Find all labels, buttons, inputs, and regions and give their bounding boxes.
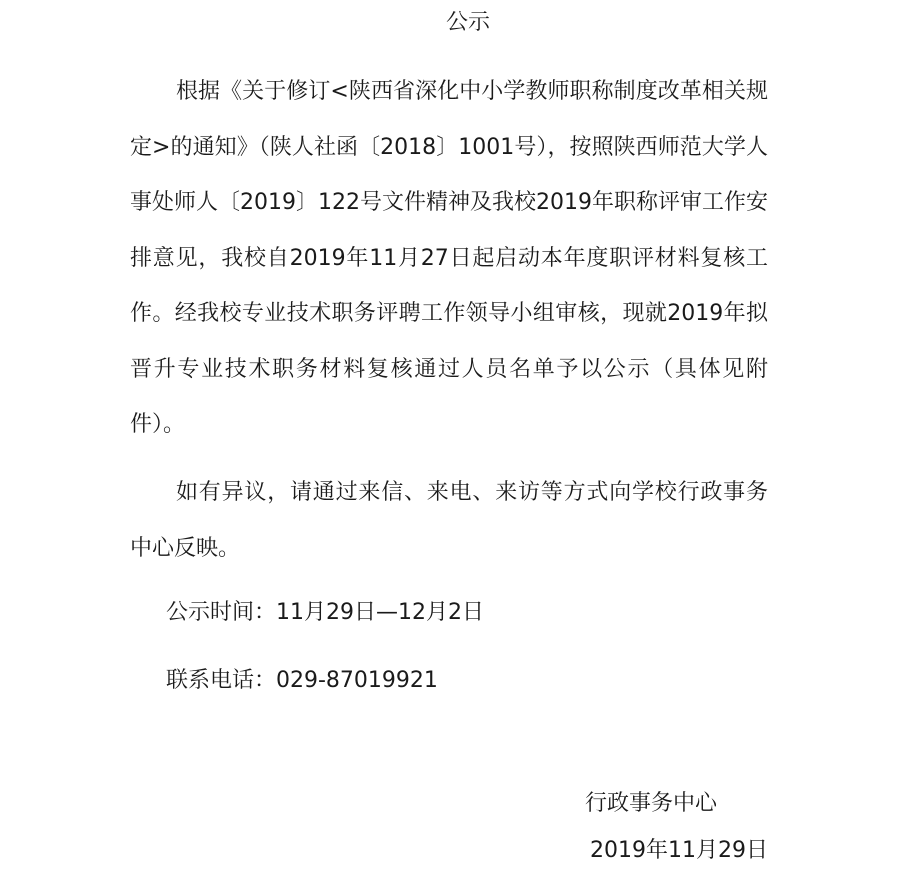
contact-phone: 联系电话：029-87019921 [166, 668, 438, 693]
signature-office: 行政事务中心 [585, 791, 718, 816]
document-title: 公示 [445, 10, 490, 35]
main-paragraph: 根据《关于修订<陕西省深化中小学教师职称制度改革相关规定>的通知》（陕人社函〔2018〕1001号），按照陕西师范大学人事处师人〔2019〕122号文件精神及我校2019年职称评审工作安排意见，我校自2019年11月27日起启动本年度职评材料复核工作。经我校专业技术职务评聘工作领导小组审核，现就2019年拟晋升专业技术职务材料复核通过人员名单予以公示（具体见附件）。 [130, 79, 768, 437]
notice-period: 公示时间：11月29日—12月2日 [166, 600, 484, 625]
signature-date: 2019年11月29日 [590, 838, 768, 863]
objection-paragraph: 如有异议，请通过来信、来电、来访等方式向学校行政事务中心反映。 [130, 480, 768, 561]
